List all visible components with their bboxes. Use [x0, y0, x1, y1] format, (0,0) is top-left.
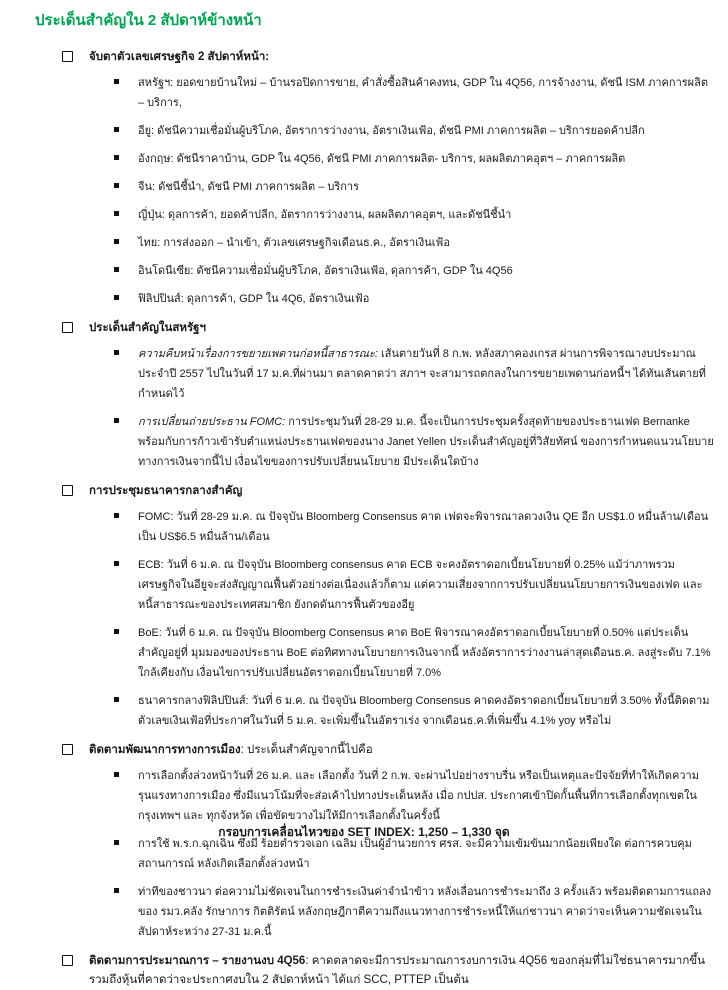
list-item-text: การเลือกตั้งล่วงหน้าวันที่ 26 ม.ค. และ เลือกตั้ง วันที่ 2 ก.พ. จะผ่านไปอย่างราบรื่น หรือเป็นเหตุและปัจจัยที่ทำให้เกิดความรุนแรงทางการเมือง ซึ่งมีแนวโน้มที่จะส่อเค้าไปทางประเด็นหลัง เมื่อ กปปส. ประกาศเข้าปิดกั้นพื้นที่การเลือกตั้งทุกเขตในกรุงเทพฯ และ ทุกจังหวัด เพื่อขัดขวางไม่ให้มีการเลือกตั้งในครั้งนี้ — [138, 770, 699, 823]
list-item — [114, 344, 714, 404]
list-item — [114, 882, 714, 942]
checkbox-bullet-icon — [62, 51, 73, 62]
section-heading-suffix: : ประเด็นสำคัญจากนี้ไปคือ — [240, 744, 373, 757]
square-bullet-icon — [114, 295, 119, 300]
section-heading: ประเด็นสำคัญในสหรัฐฯ — [89, 322, 206, 335]
section-heading-row — [62, 741, 714, 760]
list-item — [114, 623, 714, 683]
section-heading: ติดตามพัฒนาการทางการเมือง — [89, 744, 241, 757]
item-lead: ความคืบหน้าเรื่องการขยายเพดานก่อหนี้สาธารณะ: — [138, 348, 378, 361]
square-bullet-icon — [114, 239, 119, 244]
list-item — [114, 73, 714, 113]
square-bullet-icon — [114, 211, 119, 216]
list-item-text: FOMC: วันที่ 28-29 ม.ค. ณ ปัจจุบัน Bloomberg Consensus คาด เฟดจะพิจารณาลดวงเงิน QE อีก US$1.0 หมื่นล้าน/เดือน เป็น US$6.5 หมื่นล้าน/เดือน — [138, 511, 709, 544]
square-bullet-icon — [114, 418, 119, 423]
list-item-text: จีน: ดัชนีชี้นำ, ดัชนี PMI ภาคการผลิต – บริการ — [138, 181, 360, 194]
list-item — [114, 177, 714, 197]
list-item — [114, 289, 714, 309]
list-item — [114, 691, 714, 731]
square-bullet-icon — [114, 888, 119, 893]
list-item — [114, 121, 714, 141]
section-heading: ติดตามการประมาณการ – รายงานงบ 4Q56 — [89, 955, 306, 968]
list-item-text: อียู: ดัชนีความเชื่อมั่นผู้บริโภค, อัตราการว่างงาน, อัตราเงินเฟ้อ, ดัชนี PMI ภาคการผลิต – บริการยอดค้าปลีก — [138, 125, 645, 137]
list-item — [114, 766, 714, 826]
list-item — [114, 149, 714, 169]
square-bullet-icon — [114, 155, 119, 160]
item-body: การประชุมวันที่ 28-29 ม.ค. นี้จะเป็นการประชุมครั้งสุดท้ายของประธานเฟด Bernanke พร้อมกับการก้าวเข้ารับตำแหน่งประธานเฟดของนาง Janet Yellen ประเด็นสำคัญอยู่ที่วิสัยทัศน์ ของการกำหนดแนวนโยบายทางการเงินจากนี้ไป เงื่อนไขของการปรับเปลี่ยนนโยบาย มีประเด็นใดบ้าง — [138, 416, 714, 469]
square-bullet-icon — [114, 629, 119, 634]
page-title: ประเด็นสำคัญใน 2 สัปดาห์ข้างหน้า — [35, 12, 262, 29]
section-heading-row — [62, 482, 714, 501]
section-earnings-estimates — [14, 952, 714, 990]
list-item-text: ท่าทีของชาวนา ต่อความไม่ชัดเจนในการชำระเงินค่าจำนำข้าว หลังเลื่อนการชำระมาถึง 3 ครั้งแล้ว พร้อมติดตามการแถลงของ รมว.คลัง รักษาการ กิตติรัตน์ หลังกฤษฎีกาตีความถึงแนวทางการชำระหนี้ให้แก่ชาวนา คาดว่าจะเห็นความชัดเจนในสัปดาห์ระหว่าง 27-31 ม.ค.นี้ — [138, 886, 712, 939]
list-item — [114, 233, 714, 253]
section-heading-suffix: : คาดตลาดจะมีการประมาณการงบการเงิน 4Q56 ของกลุ่มที่ไม่ใช่ธนาคารมากขึ้น รวมถึงหุ้นที่คาดว่าจะประกาศงบใน 2 สัปดาห์หน้า ได้แก่ SCC, PTTEP เป็นต้น — [89, 955, 706, 987]
checkbox-bullet-icon — [62, 322, 73, 333]
list-item-text: ธนาคารกลางฟิลิปปินส์: วันที่ 6 ม.ค. ณ ปัจจุบัน Bloomberg Consensus คาดคงอัตราดอกเบี้ยนโยบายที่ 3.50% ทั้งนี้ติดตามตัวเลขเงินเฟ้อที่ประกาศในวันที่ 5 ม.ค. จะเพิ่มขึ้นในอัตราเร่ง จากเดือนธ.ค.ที่เพิ่มขึ้น 4.1% yoy หรือไม่ — [138, 695, 710, 728]
square-bullet-icon — [114, 561, 119, 566]
list-item-text: ECB: วันที่ 6 ม.ค. ณ ปัจจุบัน Bloomberg consensus คาด ECB จะคงอัตราดอกเบี้ยนโยบายที่ 0.25% แม้ว่าภาพรวมเศรษฐกิจในอียูจะส่งสัญญาณฟื้นตัวอย่างต่อเนื่องแล้วก็ตาม แต่ความเสี่ยงจากการปรับเปลี่ยนนโยบายการเงินของเฟด และหนี้สาธารณะของประเทศสมาชิก ยังกดดันการฟื้นตัวของอียู — [138, 559, 703, 612]
section-heading-row — [62, 952, 714, 990]
square-bullet-icon — [114, 183, 119, 188]
square-bullet-icon — [114, 267, 119, 272]
square-bullet-icon — [114, 79, 119, 84]
section-heading: การประชุมธนาคารกลางสำคัญ — [89, 485, 243, 498]
section-heading: จับตาตัวเลขเศรษฐกิจ 2 สัปดาห์หน้า: — [89, 51, 270, 63]
list-item — [114, 412, 714, 472]
list-item-text: ไทย: การส่งออก – นำเข้า, ตัวเลขเศรษฐกิจเดือนธ.ค., อัตราเงินเฟ้อ — [138, 237, 450, 250]
square-bullet-icon — [114, 513, 119, 518]
checkbox-bullet-icon — [62, 955, 73, 966]
section-heading-row — [62, 319, 714, 338]
list-item-text — [138, 412, 714, 472]
section-central-banks — [14, 482, 714, 731]
square-bullet-icon — [114, 127, 119, 132]
checkbox-bullet-icon — [62, 744, 73, 755]
checkbox-bullet-icon — [62, 485, 73, 496]
section-us-issues — [14, 319, 714, 472]
item-body: เส้นตายวันที่ 8 ก.พ. หลังสภาคองเกรส ผ่านการพิจารณางบประมาณประจำปี 2557 ไปในวันที่ 17 ม.ค.ที่ผ่านมา ตลาดคาดว่า สภาฯ จะสามารถตกลงในการขยายเพดานก่อหนี้ฯ ได้ทันเส้นตายที่กำหนดไว้ — [138, 348, 706, 401]
list-item — [114, 261, 714, 281]
list-item-text: การใช้ พ.ร.ก.ฉุกเฉิน ซึ่งมี ร้อยตำรวจเอก เฉลิม เป็นผู้อำนวยการ ศรส. จะมีความเข้มข้นมากน้อยเพียงใด ต่อการควบคุมสถานการณ์ หลังเกิดเลือกตั้งล่วงหน้า — [138, 838, 692, 871]
section-economic-figures — [14, 48, 714, 309]
list-item-text: ญี่ปุ่น: ดุลการค้า, ยอดค้าปลีก, อัตราการว่างงาน, ผลผลิตภาคอุตฯ, และดัชนีชี้นำ — [138, 209, 512, 222]
list-item-text: อังกฤษ: ดัชนีราคาบ้าน, GDP ใน 4Q56, ดัชนี PMI ภาคการผลิต- บริการ, ผลผลิตภาคอุตฯ – ภาคการผลิต — [138, 153, 626, 166]
item-lead: การเปลี่ยนถ่ายประธาน FOMC: — [138, 416, 286, 429]
set-index-range: กรอบการเคลื่อนไหวของ SET INDEX: 1,250 – 1,330 จุด — [218, 825, 510, 839]
section-heading-row — [62, 48, 714, 67]
list-item — [114, 205, 714, 225]
square-bullet-icon — [114, 772, 119, 777]
list-item-text: สหรัฐฯ: ยอดขายบ้านใหม่ – บ้านรอปิดการขาย, คำสั่งซื้อสินค้าคงทน, GDP ใน 4Q56, การจ้างงาน, ดัชนี ISM ภาคการผลิต – บริการ, — [138, 76, 708, 109]
list-item — [114, 555, 714, 615]
list-item-text: ฟิลิปปินส์: ดุลการค้า, GDP ใน 4Q6, อัตราเงินเฟ้อ — [138, 293, 370, 306]
list-item-text — [138, 344, 714, 404]
square-bullet-icon — [114, 350, 119, 355]
square-bullet-icon — [114, 697, 119, 702]
list-item-text: BoE: วันที่ 6 ม.ค. ณ ปัจจุบัน Bloomberg Consensus คาด BoE พิจารณาคงอัตราดอกเบี้ยนโยบายที่ 0.50% แต่ประเด็นสำคัญอยู่ที่ มุมมองของประธาน BoE ต่อทิศทางนโยบายการเงินจากนี้ หลังอัตราการว่างงานล่าสุดเดือนธ.ค. ลงสู่ระดับ 7.1% ใกล้เคียงกับ เงื่อนไขการปรับเปลี่ยนอัตราดอกเบี้ยนโยบายที่ 7.0% — [138, 627, 711, 680]
list-item — [114, 507, 714, 547]
list-item-text: อินโดนีเซีย: ดัชนีความเชื่อมั่นผู้บริโภค, อัตราเงินเฟ้อ, ดุลการค้า, GDP ใน 4Q56 — [138, 265, 513, 278]
